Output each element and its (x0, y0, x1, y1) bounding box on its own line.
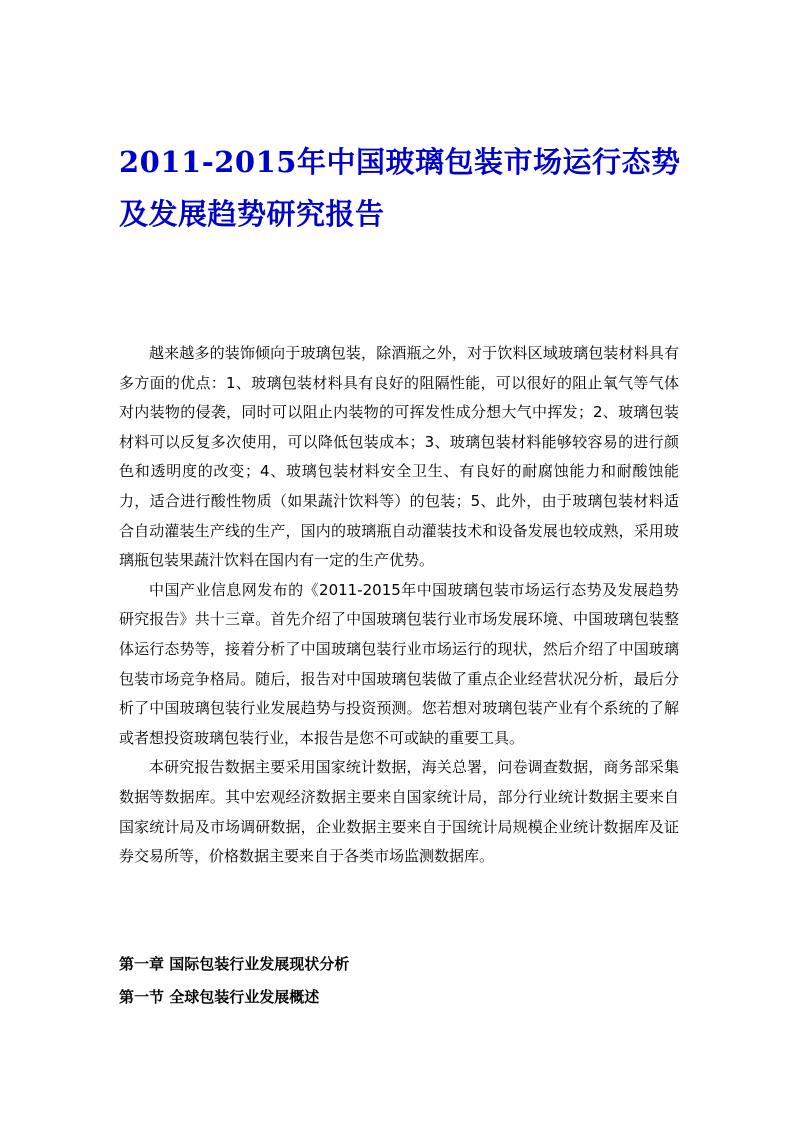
section-heading: 第一节 全球包装行业发展概述 (119, 988, 320, 1006)
report-title: 2011-2015年中国玻璃包装市场运行态势及发展趋势研究报告 (119, 145, 681, 231)
paragraph-data-sources: 本研究报告数据主要采用国家统计数据，海关总署，问卷调查数据，商务部采集数据等数据库。其中宏观经济数据主要来自国家统计局，部分行业统计数据主要来自国家统计局及市场调研数据，企业数据主要来自于国统计局规模企业统计数据库及证券交易所等，价格数据主要来自于各类市场监测数据库。 (119, 758, 679, 866)
paragraph-glass-advantages: 越来越多的装饰倾向于玻璃包装，除酒瓶之外，对于饮料区域玻璃包装材料具有多方面的优点：1、玻璃包装材料具有良好的阻隔性能，可以很好的阻止氧气等气体对内装物的侵袭，同时可以阻止内装物的可挥发性成分想大气中挥发；2、玻璃包装材料可以反复多次使用，可以降低包装成本；3、玻璃包装材料能够较容易的进行颜色和透明度的改变；4、玻璃包装材料安全卫生、有良好的耐腐蚀能力和耐酸蚀能力，适合进行酸性物质（如果蔬汁饮料等）的包装；5、此外，由于玻璃包装材料适合自动灌装生产线的生产，国内的玻璃瓶自动灌装技术和设备发展也较成熟，采用玻璃瓶包装果蔬汁饮料在国内有一定的生产优势。 (119, 344, 679, 570)
chapter-heading: 第一章 国际包装行业发展现状分析 (119, 955, 350, 973)
paragraph-report-overview: 中国产业信息网发布的《2011-2015年中国玻璃包装市场运行态势及发展趋势研究报告》共十三章。首先介绍了中国玻璃包装行业市场发展环境、中国玻璃包装整体运行态势等，接着分析了中国玻璃包装行业市场运行的现状，然后介绍了中国玻璃包装市场竞争格局。随后，报告对中国玻璃包装做了重点企业经营状况分析，最后分析了中国玻璃包装行业发展趋势与投资预测。您若想对玻璃包装产业有个系统的了解或者想投资玻璃包装行业，本报告是您不可或缺的重要工具。 (119, 580, 679, 747)
report-body (119, 339, 679, 872)
